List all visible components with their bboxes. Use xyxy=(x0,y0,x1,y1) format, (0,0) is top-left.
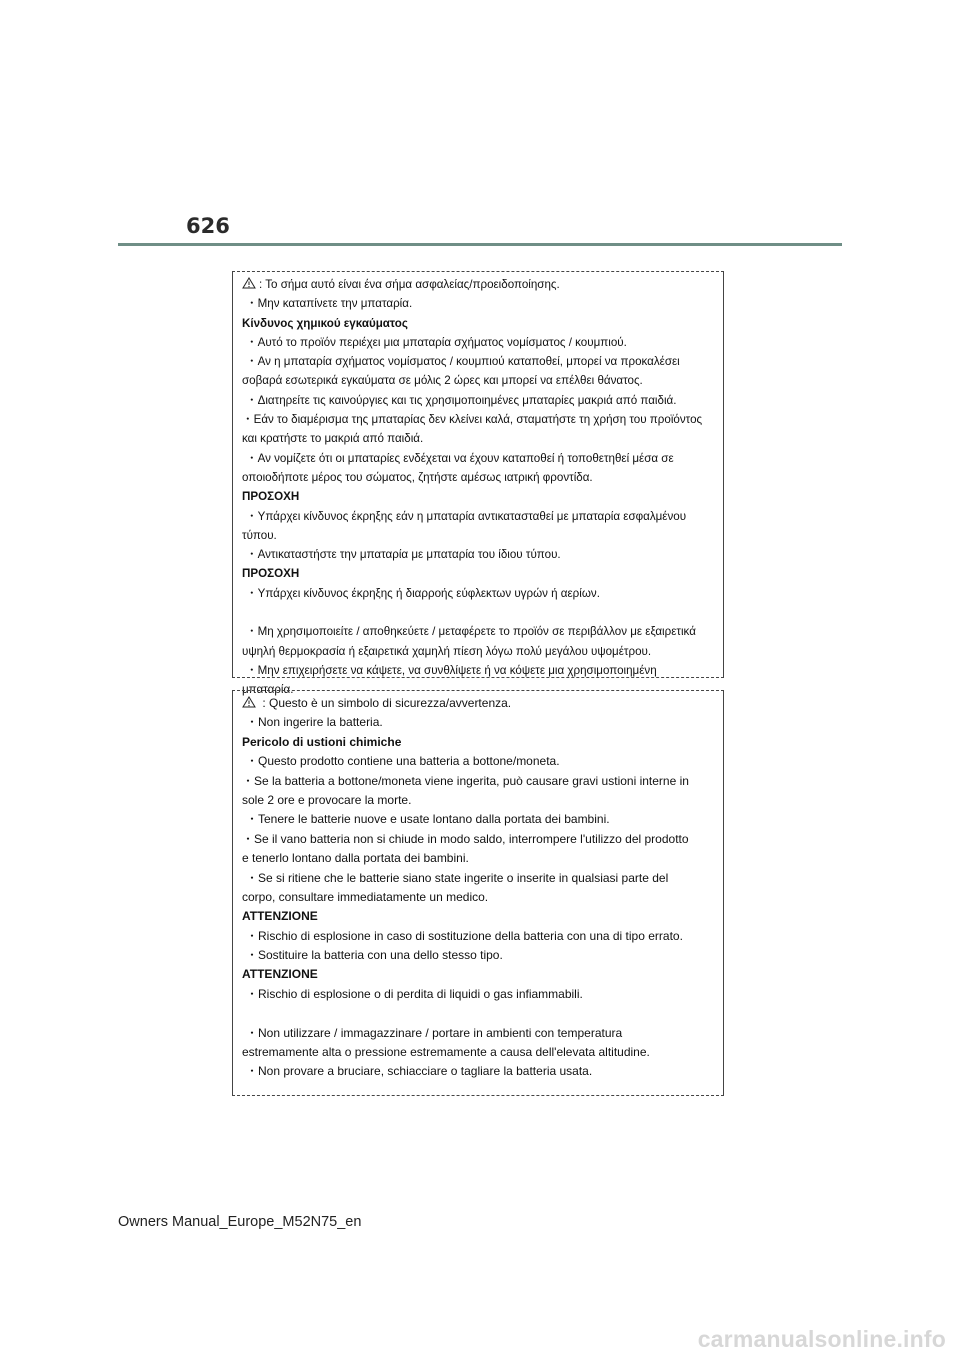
italian-line: ・Rischio di esplosione in caso di sostituzione della batteria con una di tipo errato. xyxy=(246,928,683,943)
greek-safety-notice xyxy=(232,271,724,697)
greek-line: υψηλή θερμοκρασία ή εξαιρετικά χαμηλή πίεση λόγω πολύ μεγάλου υψομέτρου. xyxy=(242,644,652,658)
italian-line: sole 2 ore e provocare la morte. xyxy=(242,792,412,807)
italian-symbol-text: : Questo è un simbolo di sicurezza/avvertenza. xyxy=(259,696,512,710)
greek-heading-caution: ΠΡΟΣΟΧΗ xyxy=(242,567,300,581)
italian-line: ・Se il vano batteria non si chiude in modo saldo, interrompere l'utilizzo del prodotto xyxy=(242,831,689,846)
italian-line: estremamente alta o pressione estremamente a causa dell'elevata altitudine. xyxy=(242,1044,650,1059)
greek-line: ・Εάν το διαμέρισμα της μπαταρίας δεν κλείνει καλά, σταματήστε τη χρήση του προϊόντος xyxy=(242,413,703,427)
site-watermark: carmanualsonline.info xyxy=(697,1326,946,1352)
italian-blank-line xyxy=(242,1004,714,1023)
italian-line: ・Non ingerire la batteria. xyxy=(246,715,383,730)
greek-line: ・Αυτό το προϊόν περιέχει μια μπαταρία σχήματος νομίσματος / κουμπιού. xyxy=(246,335,627,349)
italian-line: ・Rischio di esplosione o di perdita di liquidi o gas infiammabili. xyxy=(246,986,583,1001)
italian-line: ・Sostituire la batteria con una dello stesso tipo. xyxy=(246,948,503,963)
greek-line: σοβαρά εσωτερικά εγκαύματα σε μόλις 2 ώρες και μπορεί να επέλθει θάνατος. xyxy=(242,374,643,388)
italian-line: ・Tenere le batterie nuove e usate lontano dalla portata dei bambini. xyxy=(246,812,610,827)
italian-line: ・Non utilizzare / immagazzinare / portare in ambienti con temperatura xyxy=(246,1025,623,1040)
greek-line: ・Διατηρείτε τις καινούργιες και τις χρησιμοποιημένες μπαταρίες μακριά από παιδιά. xyxy=(246,393,677,407)
manual-footer: Owners Manual_Europe_M52N75_en xyxy=(118,1214,362,1230)
greek-symbol-line xyxy=(242,275,714,294)
greek-line: ・Μην καταπίνετε την μπαταρία. xyxy=(246,297,413,311)
greek-line: ・Μην επιχειρήσετε να κάψετε, να συνθλίψετε ή να κόψετε μια χρησιμοποιημένη xyxy=(246,663,657,677)
italian-line: ・Se la batteria a bottone/moneta viene ingerita, può causare gravi ustioni interne in xyxy=(242,773,689,788)
italian-heading-chemical-burn: Pericolo di ustioni chimiche xyxy=(242,734,402,749)
greek-line: μπαταρία. xyxy=(242,683,294,697)
italian-line: ・Questo prodotto contiene una batteria a bottone/moneta. xyxy=(246,754,560,769)
warning-triangle-icon xyxy=(242,696,256,708)
greek-heading-chemical-burn: Κίνδυνος χημικού εγκαύματος xyxy=(242,316,408,330)
italian-line: ・Se si ritiene che le batterie siano state ingerite o inserite in qualsiasi parte del xyxy=(246,870,669,885)
italian-line: ・Non provare a bruciare, schiacciare o tagliare la batteria usata. xyxy=(246,1064,593,1079)
greek-line: ・Αν η μπαταρία σχήματος νομίσματος / κουμπιού καταποθεί, μπορεί να προκαλέσει xyxy=(246,355,680,369)
greek-line: τύπου. xyxy=(242,528,277,542)
greek-line: ・Υπάρχει κίνδυνος έκρηξης ή διαρροής εύφλεκτων υγρών ή αερίων. xyxy=(246,586,600,600)
header-rule xyxy=(118,243,842,246)
greek-blank-line xyxy=(242,603,714,622)
italian-heading-attention: ATTENZIONE xyxy=(242,967,318,982)
italian-symbol-line xyxy=(242,694,714,713)
greek-line: ・Υπάρχει κίνδυνος έκρηξης εάν η μπαταρία αντικατασταθεί με μπαταρία εσφαλμένου xyxy=(246,509,687,523)
greek-line: ・Αντικαταστήστε την μπαταρία με μπαταρία του ίδιου τύπου. xyxy=(246,548,561,562)
italian-line: corpo, consultare immediatamente un medico. xyxy=(242,889,489,904)
italian-line: e tenerlo lontano dalla portata dei bambini. xyxy=(242,851,469,866)
greek-line: και κρατήστε το μακριά από παιδιά. xyxy=(242,432,424,446)
italian-safety-notice xyxy=(232,690,724,1096)
greek-line: οποιοδήποτε μέρος του σώματος, ζητήστε αμέσως ιατρική φροντίδα. xyxy=(242,470,593,484)
italian-heading-attention: ATTENZIONE xyxy=(242,909,318,924)
warning-triangle-icon xyxy=(242,277,256,289)
greek-line: ・Μη χρησιμοποιείτε / αποθηκεύετε / μεταφέρετε το προϊόν σε περιβάλλον με εξαιρετικά xyxy=(246,625,696,639)
greek-heading-caution: ΠΡΟΣΟΧΗ xyxy=(242,490,300,504)
page-number: 626 xyxy=(186,214,230,238)
greek-symbol-text: : Το σήμα αυτό είναι ένα σήμα ασφαλείας/προειδοποίησης. xyxy=(259,278,560,291)
greek-line: ・Αν νομίζετε ότι οι μπαταρίες ενδέχεται να έχουν καταποθεί ή τοποθετηθεί μέσα σε xyxy=(246,451,674,465)
